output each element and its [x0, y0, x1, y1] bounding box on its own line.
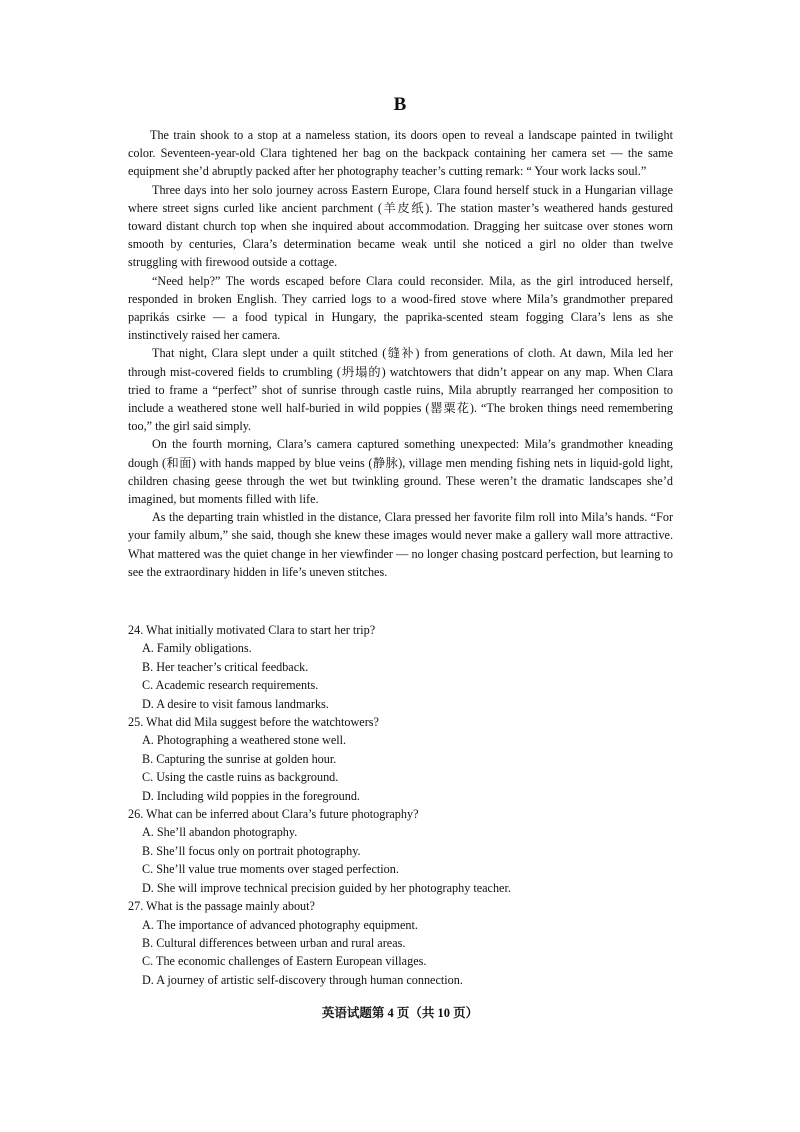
option-a: A. She’ll abandon photography. [142, 825, 298, 840]
option-list [128, 639, 673, 713]
option-list [128, 731, 673, 805]
option-c: C. Using the castle ruins as background. [142, 770, 339, 785]
question-stem: 24. What initially motivated Clara to start her trip? [128, 623, 376, 637]
option-b: B. She’ll focus only on portrait photography. [142, 843, 361, 858]
passage-paragraph: “Need help?” The words escaped before Clara could reconsider. Mila, as the girl introduced herself, responded in broken English. They carried logs to a wood-fired stove where Mila’s grandmother prepared paprikás csirke — a food typical in Hungary, the paprika-scented steam fogging Clara’s lens as she instinctively raised her camera. [128, 273, 673, 343]
option-d: D. She will improve technical precision guided by her photography teacher. [142, 880, 511, 895]
option-c: C. The economic challenges of Eastern European villages. [142, 954, 427, 969]
passage-paragraph: As the departing train whistled in the distance, Clara pressed her favorite film roll into Mila’s hands. “For your family album,” she said, though she knew these images would never make a gallery wall more attractive. What mattered was the quiet change in her viewfinder — no longer chasing postcard perfection, but learning to see the extraordinary hidden in life’s uneven stitches. [128, 510, 673, 579]
option-d: D. A desire to visit famous landmarks. [142, 696, 329, 711]
option-b: B. Her teacher’s critical feedback. [142, 659, 309, 674]
option-b: B. Capturing the sunrise at golden hour. [142, 751, 337, 766]
question-25 [128, 713, 673, 805]
option-a: A. The importance of advanced photography equipment. [142, 917, 418, 932]
question-24 [128, 621, 673, 713]
passage-paragraph: That night, Clara slept under a quilt stitched (缝补) from generations of cloth. At dawn, Mila led her through mist-covered fields to crumbling (坍塌的) watchtowers that didn’t appear on any map. When Clara tried to frame a “perfect” shot of sunrise through castle ruins, Mila abruptly rearranged her composition to include a weathered stone well half-buried in wild poppies (罂粟花). “The broken things need remembering too,” the girl said simply. [128, 346, 673, 434]
question-list [128, 621, 673, 989]
passage-paragraph: Three days into her solo journey across Eastern Europe, Clara found herself stuck in a Hungarian village where street signs curled like ancient parchment (羊皮纸). The station master’s weathered hands gestured toward distant church top when she inquired about accommodation. Dragging her suitcase over stones worn smooth by centuries, Clara’s determination became weak until she noticed a girl no older than twelve struggling with firewood outside a cottage. [128, 182, 673, 270]
question-stem: 25. What did Mila suggest before the watchtowers? [128, 715, 379, 730]
option-b: B. Cultural differences between urban and rural areas. [142, 935, 406, 950]
option-a: A. Photographing a weathered stone well. [142, 733, 347, 748]
question-26 [128, 805, 673, 897]
question-stem: 26. What can be inferred about Clara’s future photography? [128, 807, 419, 822]
option-list [128, 916, 673, 990]
reading-passage [128, 126, 673, 581]
option-c: C. Academic research requirements. [142, 678, 319, 693]
passage-paragraph: On the fourth morning, Clara’s camera captured something unexpected: Mila’s grandmother kneading dough (和面) with hands mapped by blue veins (静脉), village men mending fishing nets in liquid-gold light, children chasing geese through the wet but twinkling ground. These weren’t the dramatic landscapes she’d imagined, but moments filled with life. [128, 437, 673, 507]
passage-paragraph: The train shook to a stop at a nameless station, its doors open to reveal a landscape painted in twilight color. Seventeen-year-old Clara tightened her bag on the backpack containing her camera set — the same equipment she’d abruptly packed after her photography teacher’s cutting remark: “ Your work lacks soul.” [128, 128, 673, 179]
question-27 [128, 897, 673, 989]
section-heading: B [393, 94, 407, 115]
question-stem: 27. What is the passage mainly about? [128, 899, 315, 914]
page-footer: 英语试题第 4 页（共 10 页） [321, 1006, 479, 1020]
option-c: C. She’ll value true moments over staged perfection. [142, 862, 399, 877]
option-list [128, 823, 673, 897]
option-d: D. Including wild poppies in the foreground. [142, 788, 360, 803]
option-a: A. Family obligations. [142, 641, 252, 656]
option-d: D. A journey of artistic self-discovery through human connection. [142, 972, 463, 987]
